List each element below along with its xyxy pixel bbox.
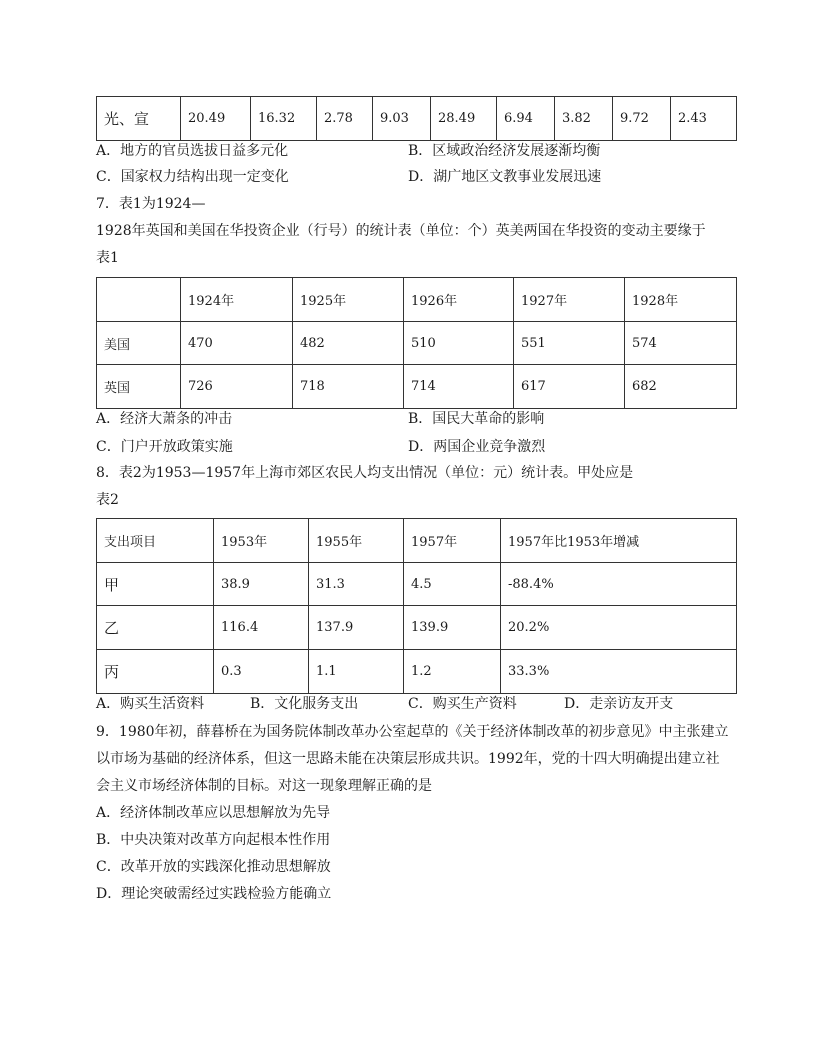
- q8-option-d: D．走亲访友开支: [564, 696, 674, 712]
- table-cell: 6.94: [497, 97, 555, 141]
- table-cell: 甲: [97, 563, 214, 606]
- q7-stem-line1: 7．表1为1924—: [96, 196, 206, 212]
- table-cell: 682: [625, 365, 737, 409]
- table-cell: 9.72: [613, 97, 671, 141]
- table-cell: 718: [293, 365, 404, 409]
- table-cell: 28.49: [431, 97, 497, 141]
- table-header-cell: 1955年: [309, 519, 404, 563]
- q8-table-caption: 表2: [96, 492, 119, 508]
- table-cell: 2.78: [317, 97, 373, 141]
- table-cell: 482: [293, 322, 404, 365]
- table-cell: 38.9: [214, 563, 309, 606]
- table-cell: 16.32: [251, 97, 317, 141]
- q8-option-b: B．文化服务支出: [250, 696, 359, 712]
- table-cell: 714: [404, 365, 514, 409]
- q7-table-caption: 表1: [96, 250, 119, 266]
- table-cell: 乙: [97, 606, 214, 650]
- q6-option-d: D．湖广地区文教事业发展迅速: [408, 169, 602, 185]
- table-cell: 617: [514, 365, 625, 409]
- q7-stem-line2: 1928年英国和美国在华投资企业（行号）的统计表（单位：个）英美两国在华投资的变动主要缘于: [96, 223, 706, 239]
- q8-stem-line1: 8．表2为1953—1957年上海市郊区农民人均支出情况（单位：元）统计表。甲处应是: [96, 465, 634, 481]
- table-cell: 2.43: [671, 97, 737, 141]
- table-cell: 33.3%: [501, 650, 737, 694]
- table-cell: 英国: [97, 365, 181, 409]
- q8-data-table: [96, 518, 737, 694]
- table-cell: 4.5: [404, 563, 501, 606]
- q7-data-table: [96, 277, 737, 409]
- q7-option-c: C．门户开放政策实施: [96, 439, 233, 455]
- q8-option-a: A．购买生活资料: [96, 696, 205, 712]
- q9-option-a: A．经济体制改革应以思想解放为先导: [96, 805, 331, 821]
- q9-stem-line2: 以市场为基础的经济体系，但这一思路未能在决策层形成共识。1992年，党的十四大明确提出建立社: [96, 751, 720, 767]
- table-cell: 137.9: [309, 606, 404, 650]
- table-header-cell: 支出项目: [97, 519, 214, 563]
- table-header-cell: 1924年: [181, 278, 293, 322]
- table-cell: 20.49: [181, 97, 251, 141]
- table-cell: 726: [181, 365, 293, 409]
- table-header-cell: 1953年: [214, 519, 309, 563]
- table-header-cell: 1928年: [625, 278, 737, 322]
- table-header-cell: [97, 278, 181, 322]
- q7-option-d: D．两国企业竞争激烈: [408, 439, 546, 455]
- table-cell: 9.03: [373, 97, 431, 141]
- table-row: [97, 606, 737, 650]
- q7-option-a: A．经济大萧条的冲击: [96, 411, 233, 427]
- table-cell: 551: [514, 322, 625, 365]
- table-cell: 1.2: [404, 650, 501, 694]
- table-cell: 1.1: [309, 650, 404, 694]
- table-header-cell: 1957年比1953年增减: [501, 519, 737, 563]
- table-cell: 20.2%: [501, 606, 737, 650]
- q9-stem-line1: 9．1980年初，薛暮桥在为国务院体制改革办公室起草的《关于经济体制改革的初步意见》中主张建立: [96, 724, 729, 740]
- table-cell: 光、宣: [97, 97, 181, 141]
- q9-option-b: B．中央决策对改革方向起根本性作用: [96, 832, 331, 848]
- q7-option-b: B．国民大革命的影响: [408, 411, 545, 427]
- table-header-row: [97, 278, 737, 322]
- table-cell: 丙: [97, 650, 214, 694]
- table-row: [97, 97, 737, 141]
- q9-stem-line3: 会主义市场经济体制的目标。对这一现象理解正确的是: [96, 778, 432, 794]
- table-cell: 139.9: [404, 606, 501, 650]
- table-row: [97, 650, 737, 694]
- q9-option-d: D．理论突破需经过实践检验方能确立: [96, 886, 332, 902]
- q6-option-b: B．区域政治经济发展逐渐均衡: [408, 143, 601, 159]
- table-cell: 510: [404, 322, 514, 365]
- table-cell: 574: [625, 322, 737, 365]
- table-row: [97, 365, 737, 409]
- q9-option-c: C．改革开放的实践深化推动思想解放: [96, 859, 331, 875]
- top-data-table: [96, 96, 737, 141]
- table-header-cell: 1957年: [404, 519, 501, 563]
- table-header-cell: 1927年: [514, 278, 625, 322]
- table-cell: 31.3: [309, 563, 404, 606]
- table-header-row: [97, 519, 737, 563]
- table-cell: 470: [181, 322, 293, 365]
- table-cell: 116.4: [214, 606, 309, 650]
- table-cell: -88.4%: [501, 563, 737, 606]
- table-cell: 美国: [97, 322, 181, 365]
- table-header-cell: 1926年: [404, 278, 514, 322]
- table-row: [97, 563, 737, 606]
- q6-option-c: C．国家权力结构出现一定变化: [96, 169, 289, 185]
- q8-option-c: C．购买生产资料: [408, 696, 517, 712]
- table-cell: 0.3: [214, 650, 309, 694]
- table-header-cell: 1925年: [293, 278, 404, 322]
- table-cell: 3.82: [555, 97, 613, 141]
- table-row: [97, 322, 737, 365]
- q6-option-a: A．地方的官员选拔日益多元化: [96, 143, 289, 159]
